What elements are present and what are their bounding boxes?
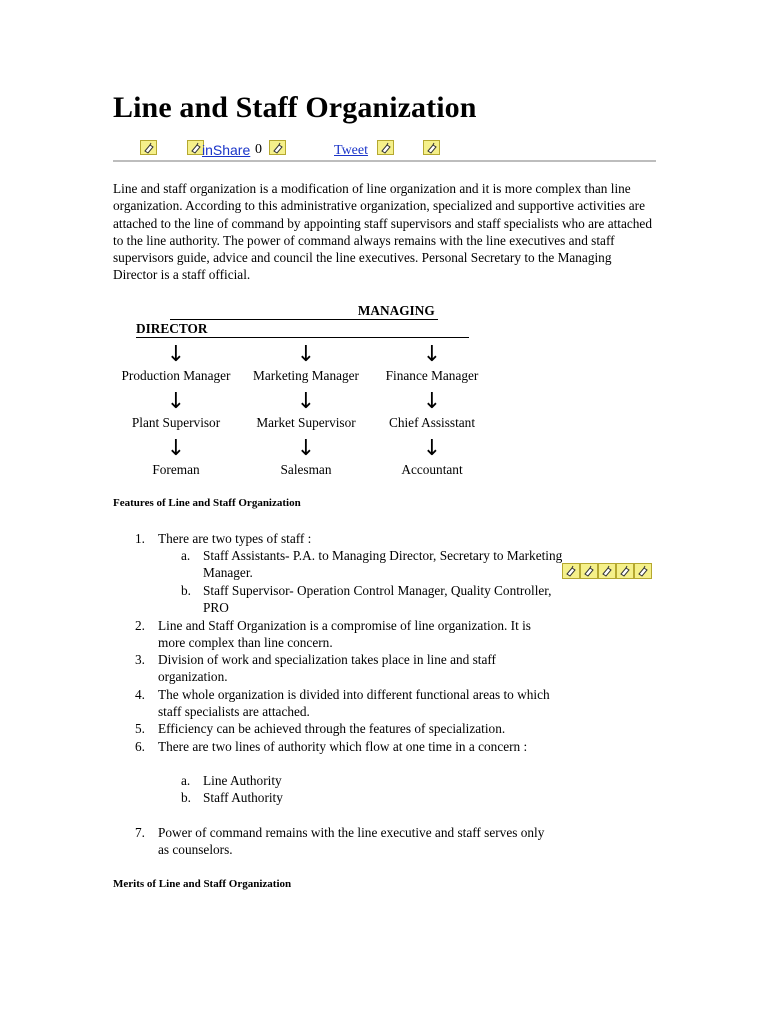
list-item-number: 2. — [135, 618, 145, 633]
missing-plugin-icon[interactable] — [423, 140, 440, 155]
missing-plugin-icon[interactable] — [140, 140, 157, 155]
missing-plugin-icon[interactable] — [562, 563, 580, 579]
chart-node-chief-assistant: Chief Assisstant — [388, 415, 476, 430]
list-item-text: Power of command remains with the line executive and staff serves only as counselors. — [158, 825, 545, 858]
list-item-number: b. — [181, 583, 191, 598]
org-chart — [0, 300, 768, 480]
page-title: Line and Staff Organization — [113, 91, 477, 124]
chart-node-market-supervisor: Market Supervisor — [256, 415, 356, 430]
list-item-text: Efficiency can be achieved through the features of specialization. — [158, 721, 506, 736]
list-item-text: Division of work and specialization takes place in line and staff organization. — [158, 652, 496, 685]
chart-top-line-1 — [170, 302, 438, 320]
missing-plugin-icon[interactable] — [634, 563, 652, 579]
share-divider — [113, 160, 656, 162]
down-arrow-icon: ↓ — [422, 389, 442, 414]
chart-node-production-manager: Production Manager — [121, 368, 231, 383]
missing-plugin-icon[interactable] — [377, 140, 394, 155]
linkedin-share-count: 0 — [255, 142, 262, 157]
list-item-text: There are two types of staff : — [158, 531, 312, 546]
list-item-number: 7. — [135, 825, 145, 840]
list-item-text: The whole organization is divided into different functional areas to which staff specialists are attached. — [158, 687, 550, 720]
missing-plugin-icon[interactable] — [580, 563, 598, 579]
down-arrow-icon: ↓ — [422, 436, 442, 461]
list-item-text: There are two lines of authority which flow at one time in a concern : — [158, 739, 528, 754]
missing-plugin-icon[interactable] — [616, 563, 634, 579]
list-item-number: 1. — [135, 531, 145, 546]
plugin-placeholder-row — [562, 563, 655, 579]
down-arrow-icon: ↓ — [296, 342, 316, 367]
chart-node-salesman: Salesman — [280, 462, 332, 477]
missing-plugin-icon[interactable] — [598, 563, 616, 579]
list-item-number: 3. — [135, 652, 145, 667]
list-item-text: Staff Supervisor- Operation Control Manager, Quality Controller, PRO — [203, 583, 552, 616]
features-heading: Features of Line and Staff Organization — [113, 497, 301, 509]
down-arrow-icon: ↓ — [296, 389, 316, 414]
chart-top-director: DIRECTOR — [136, 321, 208, 336]
chart-node-marketing-manager: Marketing Manager — [253, 368, 359, 383]
chart-node-accountant: Accountant — [401, 462, 463, 477]
list-item-text: Line Authority — [203, 773, 282, 788]
list-item-number: a. — [181, 773, 191, 788]
down-arrow-icon: ↓ — [296, 436, 316, 461]
list-item-number: 4. — [135, 687, 145, 702]
list-item-text: Staff Authority — [203, 790, 283, 805]
list-item-number: 5. — [135, 721, 145, 736]
down-arrow-icon: ↓ — [166, 389, 186, 414]
list-item-text: Staff Assistants- P.A. to Managing Director, Secretary to Marketing Manager. — [203, 548, 563, 581]
down-arrow-icon: ↓ — [166, 436, 186, 461]
linkedin-share-link[interactable]: inShare — [202, 142, 251, 158]
list-item-number: 6. — [135, 739, 145, 754]
missing-plugin-icon[interactable] — [269, 140, 286, 155]
intro-paragraph: Line and staff organization is a modification of line organization and it is more complex than line organization. According to this administrative organization, specialized and supportive activities are attached to the line of command by appointing staff supervisors and staff specialists who are attached to the line authority. The power of command always remains with the line executives and staff supervisors guide, advice and council the line executives. Personal Secretary to the Managing Director is a staff official. — [113, 181, 652, 283]
chart-top-line-2 — [136, 320, 469, 338]
merits-heading: Merits of Line and Staff Organization — [113, 878, 292, 890]
chart-node-plant-supervisor: Plant Supervisor — [131, 415, 221, 430]
tweet-link[interactable]: Tweet — [334, 143, 369, 158]
chart-node-foreman: Foreman — [152, 462, 200, 477]
list-item-number: b. — [181, 790, 191, 805]
down-arrow-icon: ↓ — [166, 342, 186, 367]
down-arrow-icon: ↓ — [422, 342, 442, 367]
list-item-number: a. — [181, 548, 191, 563]
chart-top-managing: MANAGING — [357, 303, 435, 318]
list-item-text: Line and Staff Organization is a compromise of line organization. It is more complex than line concern. — [158, 618, 531, 651]
chart-node-finance-manager: Finance Manager — [385, 368, 479, 383]
